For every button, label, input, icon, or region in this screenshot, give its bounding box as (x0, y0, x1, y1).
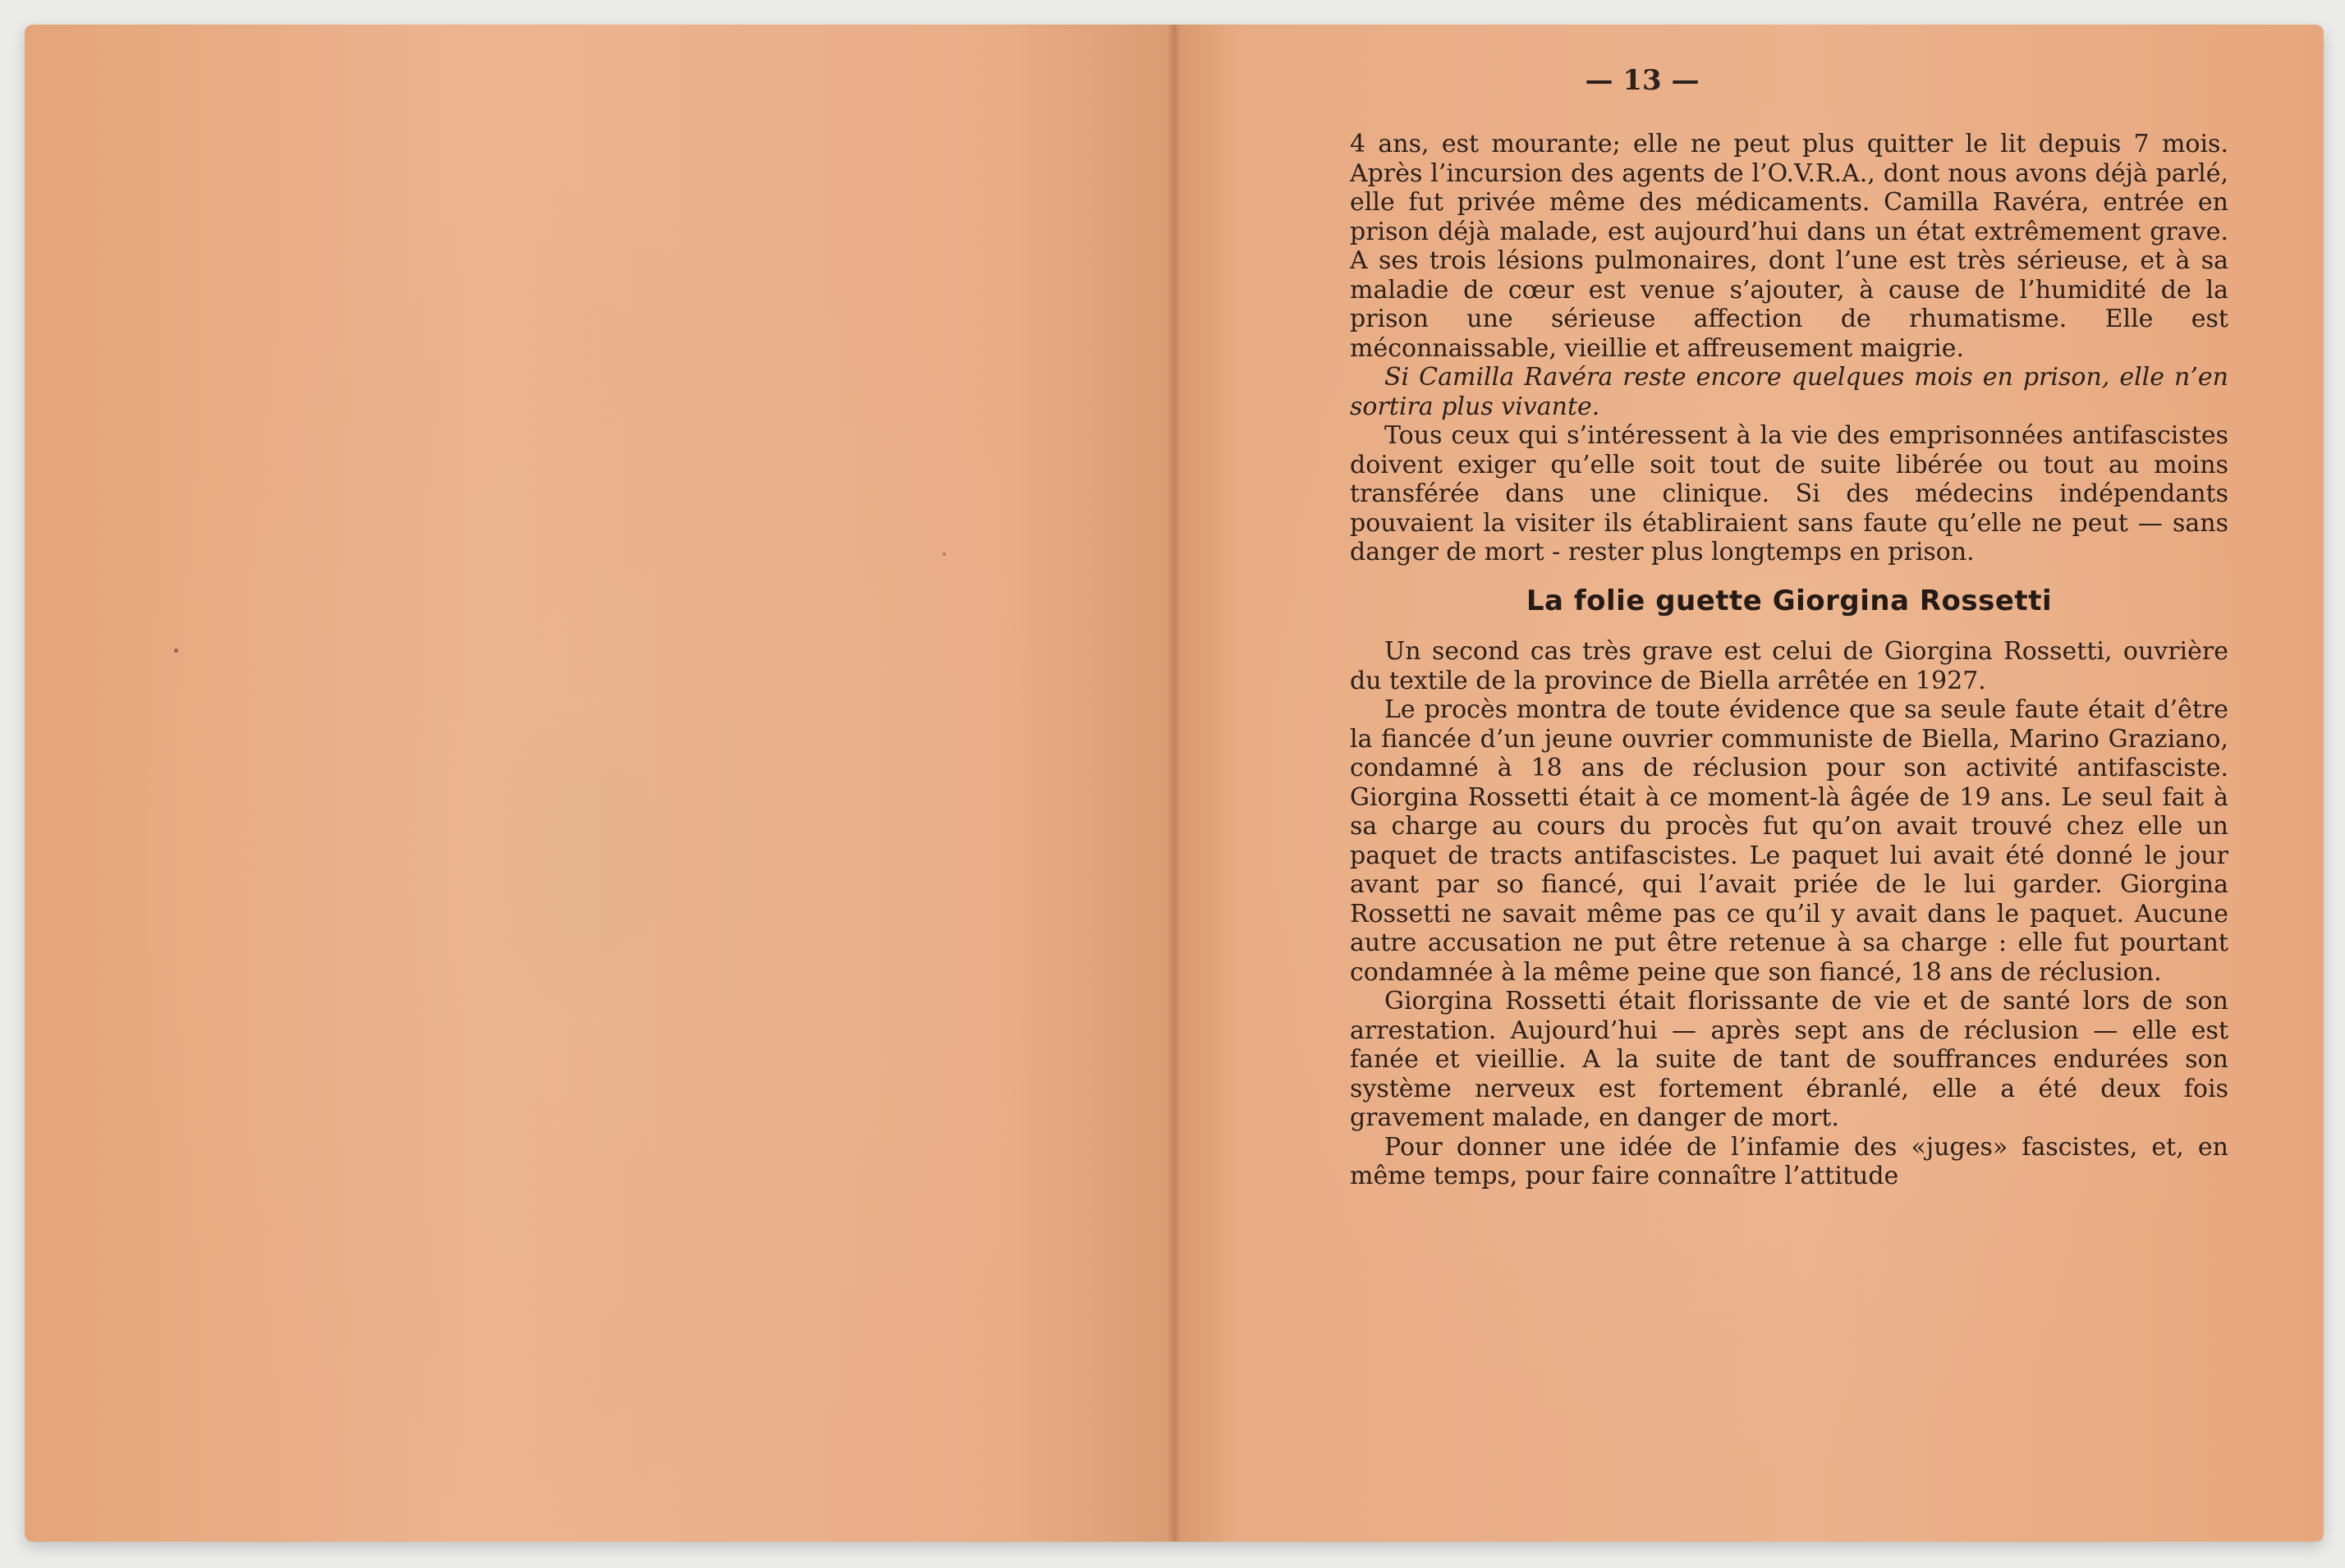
trial-paragraph: Le procès montra de toute évidence que sa seule faute était d’être la fiancée d’un jeune ouvrier communiste de Biella, Marino Graziano, condamné à 18 ans de réclusion pour son activité antifasciste. Giorgina Rossetti était à ce moment-là âgée de 19 ans. Le seul fait à sa charge au cours du procès fut qu’on avait trouvé chez elle un paquet de tracts antifascistes. Le paquet lui avait été donné le jour avant par so fiancé, qui l’avait priée de le lui garder. Giorgina Rossetti ne savait même pas ce qu’il y avait dans le paquet. Aucune autre accusation ne put être retenue à sa charge : elle fut pourtant condamnée à la même peine que son fiancé, 18 ans de réclusion. (1350, 695, 2228, 987)
final-paragraph: Pour donner une idée de l’infamie des «juges» fascistes, et, en même temps, pour faire connaître l’attitude (1350, 1132, 2228, 1190)
appeal-paragraph: Tous ceux qui s’intéressent à la vie des emprisonnées antifascistes doivent exiger qu’elle soit tout de suite libérée ou tout au moins transférée dans une clinique. Si des médecins indépendants pouvaient la visiter ils établiraient sans faute qu’elle ne peut — sans danger de mort - rester plus longtemps en prison. (1350, 421, 2228, 566)
intro-paragraph: 4 ans, est mourante; elle ne peut plus quitter le lit depuis 7 mois. Après l’incursion des agents de l’O.V.R.A., dont nous avons déjà parlé, elle fut privée même des médicaments. Camilla Ravéra, entrée en prison déjà malade, est aujourd’hui dans un état extrêmement grave. A ses trois lésions pulmonaires, dont l’une est très sérieuse, et à sa maladie de cœur est venue s’ajouter, à cause de l’humidité de la prison une sérieuse affection de rhumatisme. Elle est méconnaissable, vieillie et affreusement maigrie. (1350, 130, 2228, 363)
page-number: — 13 — (1585, 64, 1700, 97)
left-page-blank (25, 25, 1174, 1542)
health-paragraph: Giorgina Rossetti était florissante de vie et de santé lors de son arrestation. Aujourd’hui — après sept ans de réclusion — elle est fanée et vieillie. A la suite de tant de souffrances endurées son système nerveux est fortement ébranlé, elle a été deux fois gravement malade, en danger de mort. (1350, 987, 2228, 1132)
open-booklet (25, 25, 2324, 1542)
body-text (1350, 130, 2228, 1191)
italic-paragraph: Si Camilla Ravéra reste encore quelques mois en prison, elle n’en sortira plus vivante. (1350, 363, 2228, 421)
paper-speck (174, 649, 178, 653)
case-paragraph: Un second cas très grave est celui de Giorgina Rossetti, ouvrière du textile de la province de Biella arrêtée en 1927. (1350, 637, 2228, 695)
paper-speck (943, 552, 946, 556)
right-page (1174, 25, 2324, 1542)
section-heading: La folie guette Giorgina Rossetti (1526, 584, 2053, 617)
booklet-spine (1168, 25, 1181, 1542)
